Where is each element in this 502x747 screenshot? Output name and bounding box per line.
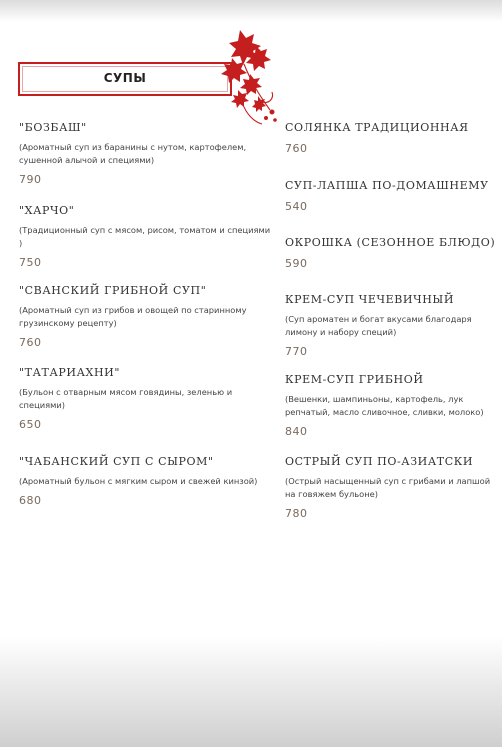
menu-item-price: 840 [285,425,308,438]
menu-item [19,455,271,507]
menu-item-name: "БОЗБАШ" [19,121,87,134]
menu-item [285,455,500,520]
menu-item-name: "ЧАБАНСКИЙ СУП С СЫРОМ" [19,455,214,468]
menu-item-description: (Острый насыщенный суп с грибами и лапшой на говяжем бульоне) [285,476,491,499]
menu-item-price: 680 [19,494,42,507]
menu-item-name: ОСТРЫЙ СУП ПО-АЗИАТСКИ [285,455,474,468]
menu-item [285,293,500,358]
menu-item-description: (Ароматный суп из баранины с нутом, картофелем, сушенной алычой и специями) [19,142,247,165]
menu-item [285,179,500,213]
menu-item-name: СУП-ЛАПША ПО-ДОМАШНЕМУ [285,179,489,192]
menu-item [19,204,271,269]
menu-item [19,366,271,431]
menu-item [285,121,500,155]
menu-item-name: ОКРОШКА (СЕЗОННОЕ БЛЮДО) [285,236,496,249]
menu-item-name: КРЕМ-СУП ГРИБНОЙ [285,373,424,386]
menu-item-price: 760 [19,336,42,349]
menu-item-description: (Суп ароматен и богат вкусами благодаря лимону и набору специй) [285,314,472,337]
menu-item-price: 540 [285,200,308,213]
menu-item [285,373,500,438]
menu-item-price: 650 [19,418,42,431]
menu-item-description: (Ароматный суп из грибов и овощей по старинному грузинскому рецепту) [19,305,247,328]
bottom-shade [0,637,502,747]
menu-item-description: (Традиционный суп с мясом, рисом, томатом и специями ) [19,225,271,248]
menu-item-name: "ТАТАРИАХНИ" [19,366,120,379]
menu-item-description: (Бульон с отварным мясом говядины, зеленью и специями) [19,387,233,410]
menu-item-description: (Вешенки, шампиньоны, картофель, лук репчатый, масло сливочное, сливки, молоко) [285,394,484,417]
menu-item-price: 790 [19,173,42,186]
menu-item-name: "ХАРЧО" [19,204,75,217]
menu-item [19,121,271,186]
section-header [18,62,232,96]
menu-item-price: 780 [285,507,308,520]
menu-item-price: 590 [285,257,308,270]
section-title: СУПЫ [103,71,147,85]
menu-item [19,284,271,349]
floral-ornament-icon [212,24,282,134]
menu-item-description: (Ароматный бульон с мягким сыром и свежей кинзой) [19,476,258,486]
menu-item-price: 750 [19,256,42,269]
menu-item-price: 760 [285,142,308,155]
menu-item-name: КРЕМ-СУП ЧЕЧЕВИЧНЫЙ [285,293,455,306]
menu-item-name: "СВАНСКИЙ ГРИБНОЙ СУП" [19,284,207,297]
menu-item [285,236,500,270]
menu-item-name: СОЛЯНКА ТРАДИЦИОННАЯ [285,121,469,134]
menu-item-price: 770 [285,345,308,358]
top-shade [0,0,502,22]
